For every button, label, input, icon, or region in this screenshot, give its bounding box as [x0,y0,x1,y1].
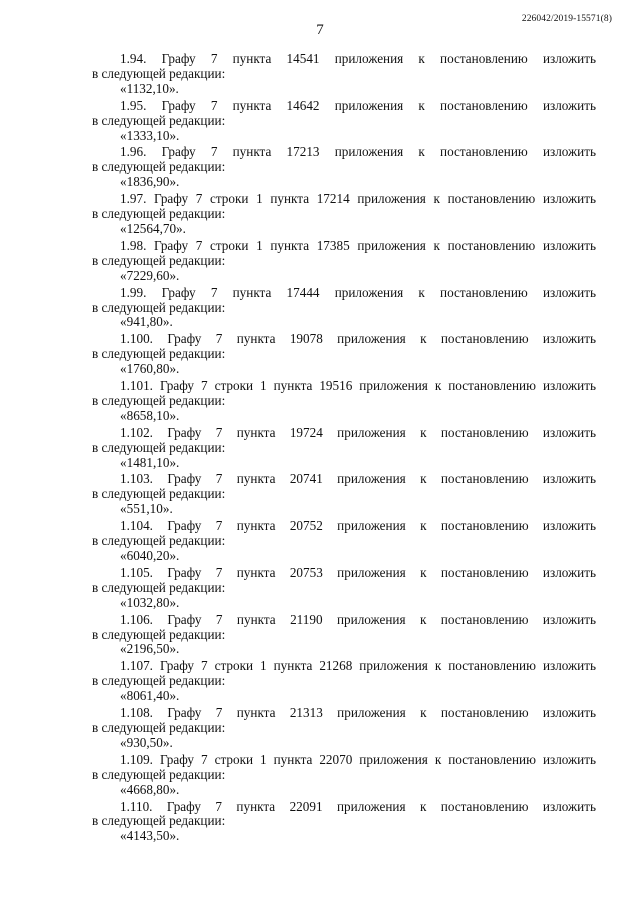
item-number: 1.104. [120,518,153,534]
item-line [92,426,596,441]
item-value: «8061,40». [120,688,180,704]
list-item [92,286,596,331]
item-continuation: в следующей редакции: [92,626,226,642]
item-text: Графу 7 пункта 17444 приложения к постановлению изложить [161,284,596,300]
item-line [92,613,596,628]
item-line [92,145,596,160]
item-line [92,52,596,67]
item-text: Графу 7 пункта 20741 приложения к постановлению изложить [167,471,596,487]
item-number: 1.110. [120,798,153,814]
item-value: «1333,10». [120,127,180,143]
list-item [92,192,596,237]
item-value: «1132,10». [120,80,179,96]
item-text: Графу 7 пункта 17213 приложения к постановлению изложить [161,144,596,160]
item-text: Графу 7 пункта 14642 приложения к постановлению изложить [161,97,596,113]
item-text: Графу 7 пункта 20752 приложения к постановлению изложить [167,518,596,534]
item-line [92,472,596,487]
item-line [92,239,596,254]
doc-code: 226042/2019-15571(8) [521,14,612,24]
list-item [92,613,596,658]
item-continuation: в следующей редакции: [92,719,226,735]
item-text: Графу 7 пункта 19724 приложения к постановлению изложить [167,424,596,440]
item-continuation: в следующей редакции: [92,673,226,689]
list-item [92,332,596,377]
item-line [92,519,596,534]
item-value: «4143,50». [120,828,180,844]
item-text: Графу 7 пункта 21313 приложения к постановлению изложить [167,705,596,721]
list-item [92,706,596,751]
list-item [92,239,596,284]
item-number: 1.96. [120,144,147,160]
item-text: Графу 7 пункта 19078 приложения к постановлению изложить [167,331,596,347]
item-value: «6040,20». [120,548,180,563]
item-text: Графу 7 пункта 20753 приложения к постановлению изложить [167,564,596,580]
item-line [92,286,596,301]
item-text: Графу 7 строки 1 пункта 19516 приложения к постановлению изложить [159,378,597,394]
item-value: «941,80». [120,314,173,330]
item-value: «8658,10». [120,407,180,423]
item-line [92,379,596,394]
item-text: Графу 7 строки 1 пункта 21268 приложения к постановлению изложить [159,658,597,674]
item-continuation: в следующей редакции: [92,346,226,362]
item-number: 1.99. [120,284,147,300]
item-value: «4668,80». [120,781,180,797]
item-number: 1.109. [120,751,153,767]
list-item [92,753,596,798]
item-number: 1.98. [120,237,147,253]
item-value: «12564,70». [120,220,186,236]
list-item [92,800,596,845]
item-number: 1.108. [120,705,153,721]
item-text: Графу 7 пункта 21190 приложения к постановлению изложить [167,611,596,627]
item-text: Графу 7 строки 1 пункта 17385 приложения к постановлению изложить [154,237,596,253]
item-line [92,99,596,114]
list-item [92,52,596,97]
item-number: 1.105. [120,564,153,580]
list-item [92,426,596,471]
item-continuation: в следующей редакции: [92,299,226,315]
item-value: «1836,90». [120,174,180,190]
list-item [92,519,596,564]
list-item [92,566,596,611]
item-continuation: в следующей редакции: [92,533,226,549]
item-text: Графу 7 пункта 22091 приложения к постановлению изложить [166,798,596,814]
item-continuation: в следующей редакции: [92,813,226,829]
item-continuation: в следующей редакции: [92,206,226,222]
item-line [92,566,596,581]
item-continuation: в следующей редакции: [92,439,226,455]
item-line [92,332,596,347]
item-number: 1.103. [120,471,153,487]
item-text: Графу 7 строки 1 пункта 22070 приложения к постановлению изложить [159,751,597,767]
list-item [92,472,596,517]
item-continuation: в следующей редакции: [92,766,226,782]
item-continuation: в следующей редакции: [92,65,226,81]
item-value: «1760,80». [120,361,180,377]
list-item [92,379,596,424]
item-value: «7229,60». [120,267,180,283]
item-text: Графу 7 строки 1 пункта 17214 приложения к постановлению изложить [154,191,596,207]
item-continuation: в следующей редакции: [92,579,226,595]
item-continuation: в следующей редакции: [92,159,226,175]
item-number: 1.107. [120,658,153,674]
item-value: «2196,50». [120,641,180,657]
item-number: 1.95. [120,97,147,113]
item-value: «551,10». [120,501,173,517]
item-continuation: в следующей редакции: [92,392,226,408]
item-number: 1.106. [120,611,153,627]
page-number: 7 [316,22,324,38]
list-item [92,99,596,144]
item-line [92,753,596,768]
item-number: 1.102. [120,424,153,440]
item-text: Графу 7 пункта 14541 приложения к постановлению изложить [161,51,596,66]
item-continuation: в следующей редакции: [92,486,226,502]
item-value: «1481,10». [120,454,180,470]
item-line [92,659,596,674]
item-number: 1.100. [120,331,153,347]
list-item [92,145,596,190]
item-number: 1.94. [120,51,147,66]
item-number: 1.97. [120,191,147,207]
document-body [92,52,596,846]
item-line [92,800,596,815]
item-continuation: в следующей редакции: [92,112,226,128]
item-value: «1032,80». [120,594,180,610]
item-continuation: в следующей редакции: [92,252,226,268]
item-number: 1.101. [120,378,153,394]
item-value: «930,50». [120,734,173,750]
item-line [92,706,596,721]
item-line [92,192,596,207]
list-item [92,659,596,704]
